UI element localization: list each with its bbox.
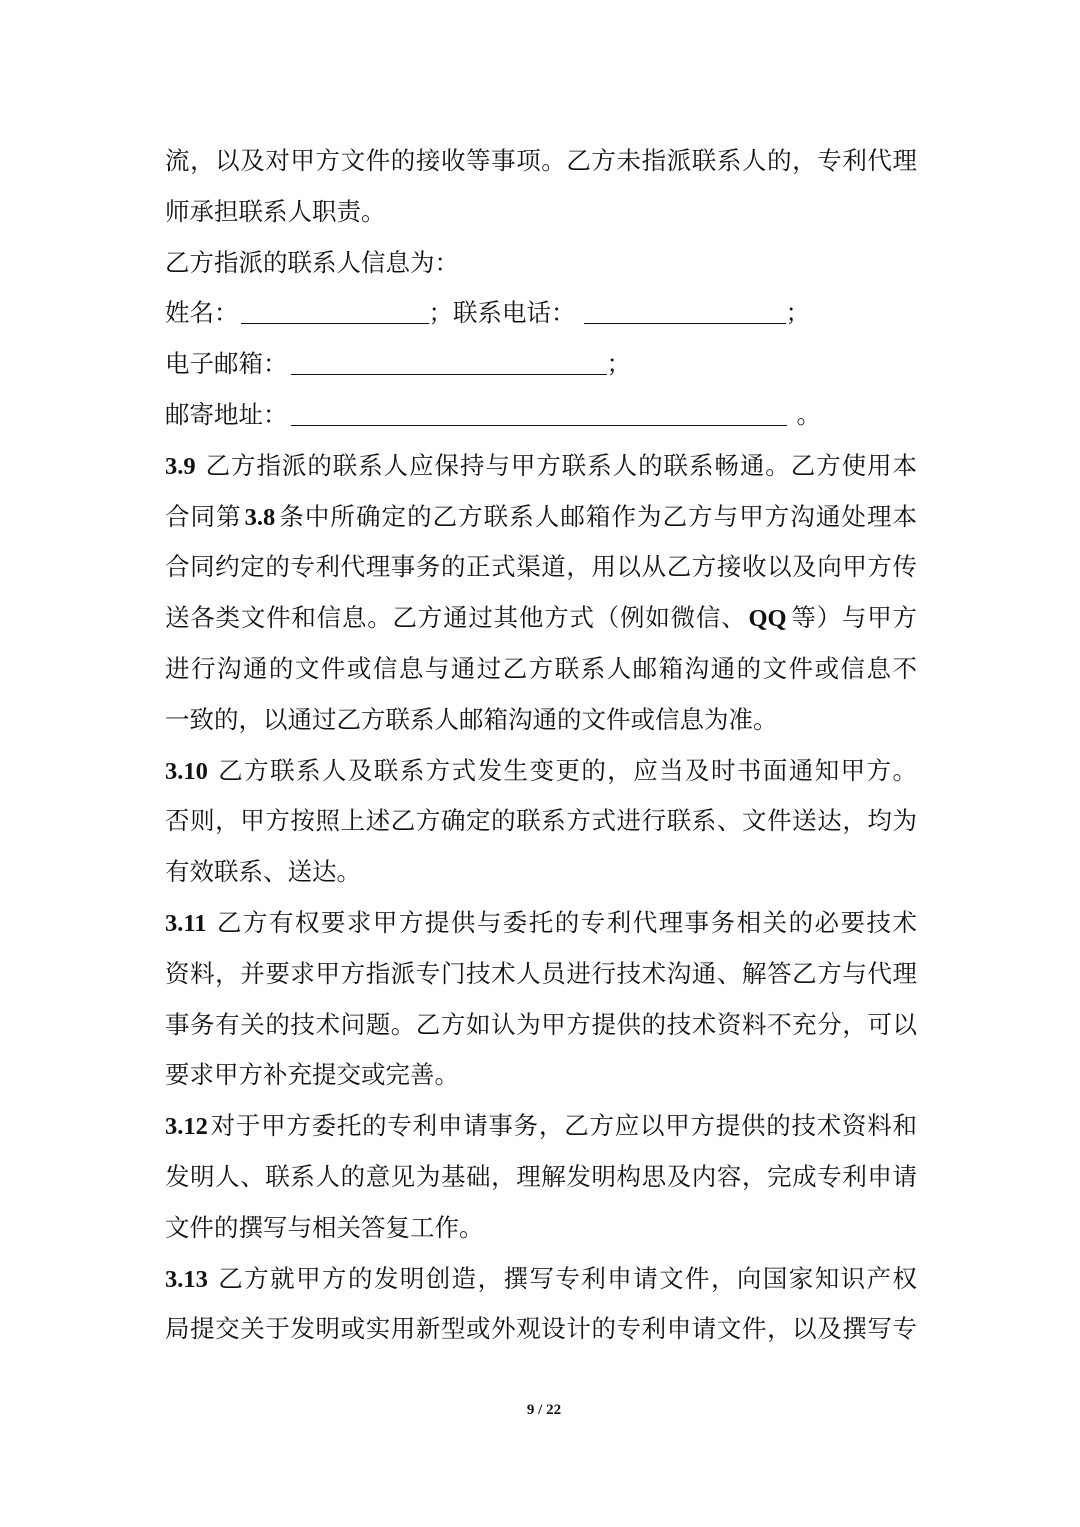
contact-intro: 乙方指派的联系人信息为： (165, 249, 459, 277)
email-label: 电子邮箱： (165, 351, 288, 379)
clause-text: 对于甲方委托的专利申请事务，乙方应以甲方提供的技术资料和 (209, 1113, 917, 1141)
text-line (165, 747, 917, 798)
continuation-paragraph (165, 137, 917, 239)
clause-3-10 (165, 747, 917, 899)
text-line: 文件的撰写与相关答复工作。 (165, 1214, 484, 1242)
clause-text: 乙方联系人及联系方式发生变更的，应当及时书面通知甲方。 (216, 757, 917, 785)
text-line (165, 493, 917, 544)
contact-name-phone-line (165, 289, 917, 340)
clause-text: 合同第 (165, 503, 242, 531)
text-line (165, 1255, 917, 1306)
text-line: 师承担联系人职责。 (165, 198, 386, 226)
clause-number: 3.12 (165, 1113, 208, 1141)
text-line: 局提交关于发明或实用新型或外观设计的专利申请文件，以及撰写专 (165, 1316, 917, 1344)
text-line (165, 1102, 917, 1153)
clause-reference: 3.8 (244, 503, 276, 531)
clause-number: 3.9 (165, 452, 196, 480)
clause-3-13 (165, 1255, 917, 1357)
clause-text: 乙方指派的联系人应保持与甲方联系人的联系畅通。乙方使用本 (204, 452, 917, 480)
page-number: 9 / 22 (526, 1402, 562, 1418)
text-line (165, 442, 917, 493)
contact-info (165, 239, 917, 442)
phone-blank (584, 303, 786, 324)
contact-email-line (165, 340, 917, 391)
text-line: 进行沟通的文件或信息与通过乙方联系人邮箱沟通的文件或信息不 (165, 655, 917, 683)
clause-text: 等）与甲方 (790, 605, 917, 633)
text-line (165, 594, 917, 645)
contact-address-line (165, 391, 917, 442)
clause-text: 乙方有权要求甲方提供与委托的专利代理事务相关的必要技术 (215, 909, 917, 937)
text-line: 有效联系、送达。 (165, 859, 361, 887)
document-body (165, 137, 917, 1356)
phone-label: ；联系电话： (428, 300, 576, 328)
email-end: ； (606, 351, 631, 379)
text-line: 资料，并要求甲方指派专门技术人员进行技术沟通、解答乙方与代理 (165, 960, 917, 988)
address-label: 邮寄地址： (165, 401, 288, 429)
clause-text: 送各类文件和信息。乙方通过其他方式（例如微信、 (165, 605, 747, 633)
address-blank (291, 405, 787, 426)
clause-3-9 (165, 442, 917, 747)
address-end: 。 (796, 401, 821, 429)
name-blank (241, 303, 429, 324)
text-line: 合同约定的专利代理事务的正式渠道，用以从乙方接收以及向甲方传 (165, 554, 917, 582)
clause-number: 3.11 (165, 909, 207, 937)
text-line: 发明人、联系人的意见为基础，理解发明构思及内容，完成专利申请 (165, 1163, 917, 1191)
text-line (165, 899, 917, 950)
text-line: 事务有关的技术问题。乙方如认为甲方提供的技术资料不充分，可以 (165, 1011, 917, 1039)
clause-text: 乙方就甲方的发明创造，撰写专利申请文件，向国家知识产权 (216, 1265, 917, 1293)
clause-number: 3.13 (165, 1265, 208, 1293)
text-line: 要求甲方补充提交或完善。 (165, 1062, 459, 1090)
qq-term: QQ (748, 605, 787, 633)
email-blank (291, 354, 607, 375)
name-label: 姓名： (165, 300, 239, 328)
clause-number: 3.10 (165, 757, 208, 785)
clause-3-12 (165, 1102, 917, 1254)
clause-3-11 (165, 899, 917, 1102)
text-line: 否则，甲方按照上述乙方确定的联系方式进行联系、文件送达，均为 (165, 808, 917, 836)
phone-end: ； (785, 300, 810, 328)
clause-text: 条中所确定的乙方联系人邮箱作为乙方与甲方沟通处理本 (278, 503, 917, 531)
text-line: 流，以及对甲方文件的接收等事项。乙方未指派联系人的，专利代理 (165, 148, 917, 175)
text-line: 一致的，以通过乙方联系人邮箱沟通的文件或信息为准。 (165, 706, 778, 734)
